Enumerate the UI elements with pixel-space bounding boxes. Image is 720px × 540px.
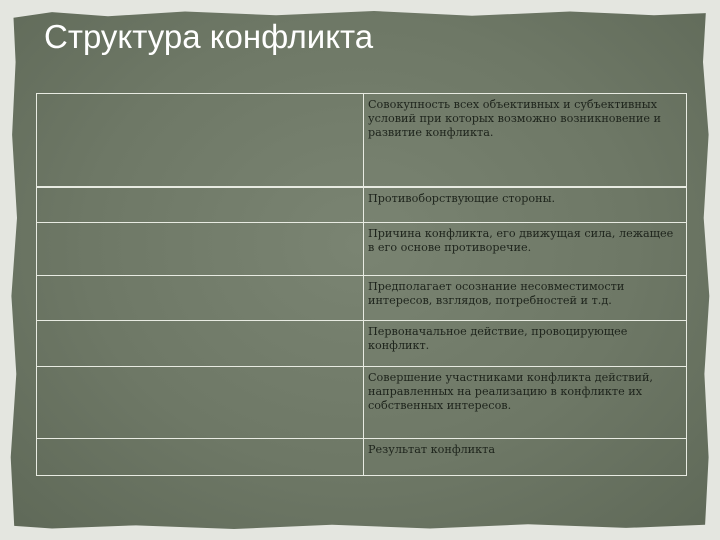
table-cell-empty [37,321,364,367]
table-cell-empty [37,94,364,188]
table-cell-description: Противоборствующие стороны. [364,188,687,223]
table-cell-empty [37,223,364,276]
table-cell-empty [37,439,364,476]
table-cell-empty [37,188,364,223]
table-cell-empty [37,367,364,439]
table-cell-description: Результат конфликта [364,439,687,476]
slide-title: Структура конфликта [44,18,374,55]
table-cell-empty [37,276,364,321]
table-cell-description: Причина конфликта, его движущая сила, лежащее в его основе противоречие. [364,223,687,276]
table-cell-description: Совокупность всех объективных и субъективных условий при которых возможно возникновение и развитие конфликта. [364,94,687,188]
table-cell-description: Предполагает осознание несовместимости интересов, взглядов, потребностей и т.д. [364,276,687,321]
structure-table [36,93,687,476]
table-cell-description: Совершение участниками конфликта действий, направленных на реализацию в конфликте их собственных интересов. [364,367,687,439]
table-cell-description: Первоначальное действие, провоцирующее конфликт. [364,321,687,367]
